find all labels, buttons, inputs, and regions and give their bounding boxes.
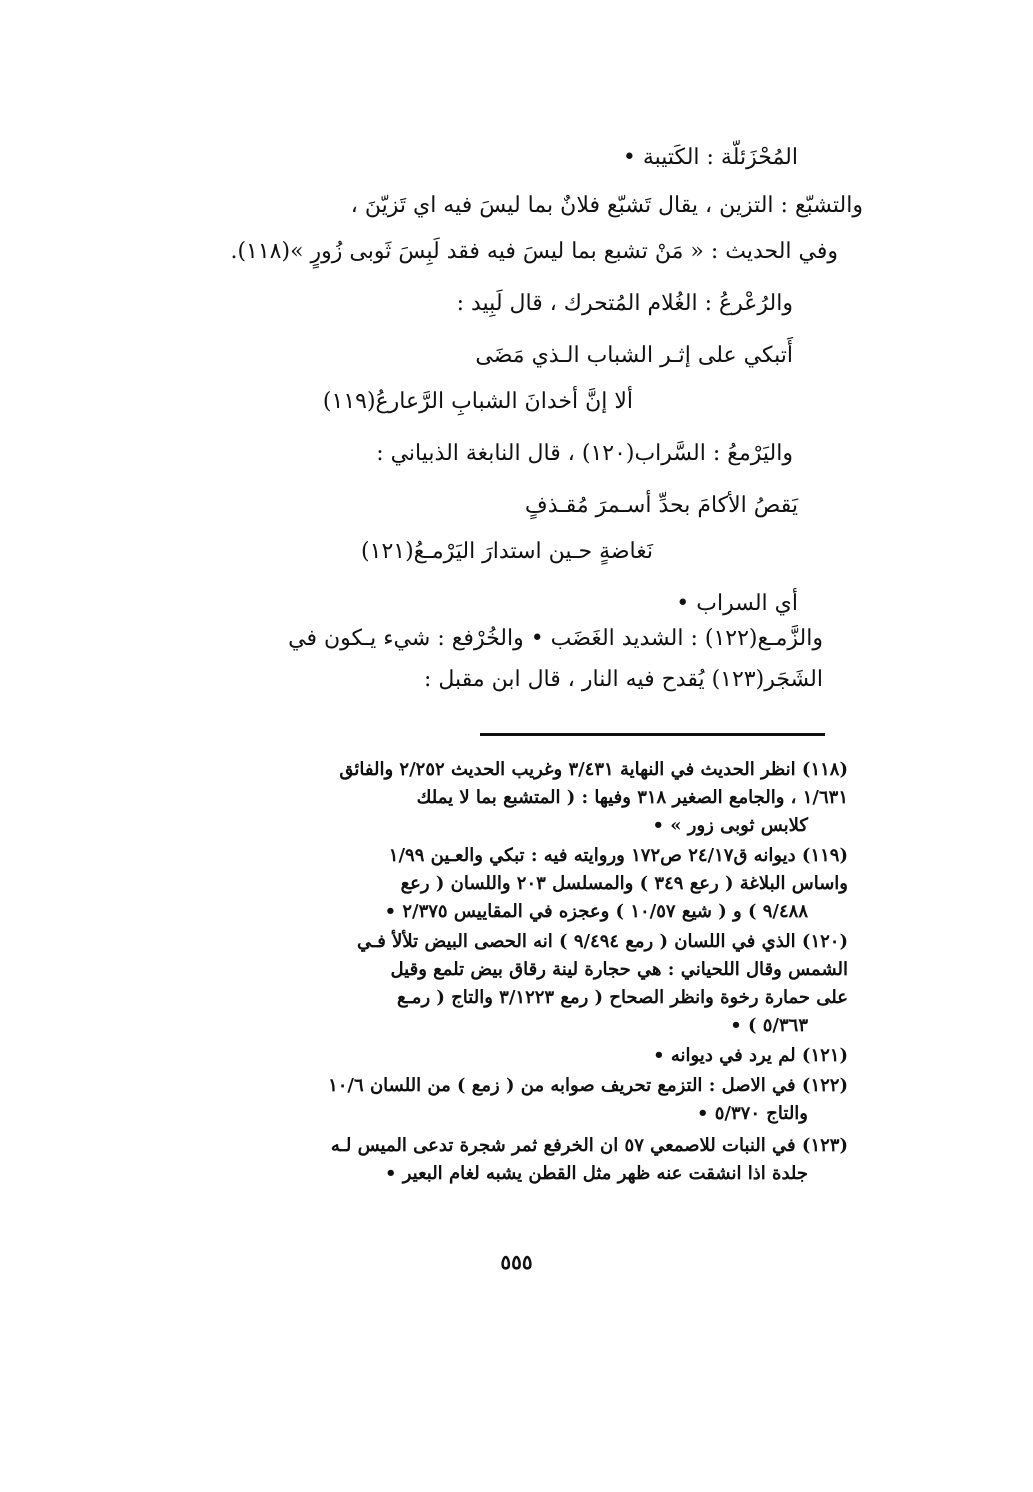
footnote-line: الشمس وقال اللحياني : هي حجارة لينة رقاق بيض تلمع وقيل bbox=[390, 959, 848, 980]
footnote-line: (١١٨) انظر الحديث في النهاية ٣/٤٣١ وغريب الحديث ٢/٢٥٢ والفائق bbox=[339, 759, 848, 780]
footnote-line: ٩/٤٨٨ ) و ( شيع ١٠/٥٧ ) وعجزه في المقاييس ٢/٣٧٥ • bbox=[384, 901, 808, 922]
footnote-separator bbox=[480, 733, 825, 736]
text-line: واليَرْمعُ : السَّراب(١٢٠) ، قال النابغة الذبياني : bbox=[376, 441, 793, 466]
footnote-line: (١٢٠) الذي في اللسان ( رمع ٩/٤٩٤ ) انه الحصى البيض تلألأ فـي bbox=[357, 931, 848, 952]
text-line: والرُعْرعُ : الغُلام المُتحرك ، قال لَبِيد : bbox=[456, 291, 793, 316]
footnote-line: كلابس ثوبى زور » • bbox=[652, 815, 808, 836]
verse-first-hemistich: أَتبكي على إثـر الشباب الـذي مَضَى bbox=[475, 343, 793, 368]
page-number: ٥٥٥ bbox=[500, 1250, 533, 1274]
footnote-line: واساس البلاغة ( رعع ٣٤٩ ) والمسلسل ٢٠٣ واللسان ( رعع bbox=[400, 873, 848, 894]
footnote-line: (١١٩) ديوانه ق٢٤/١٧ ص١٧٢ وروايته فيه : تبكي والعـين ١/٩٩ bbox=[388, 845, 848, 866]
footnote-line: (١٢٣) في النبات للاصمعي ٥٧ ان الخرفع ثمر شجرة تدعى الميس لـه bbox=[330, 1135, 848, 1156]
footnote-line: ٥/٣٦٣ ) • bbox=[730, 1015, 808, 1036]
footnote-line: ١/٦٣١ ، والجامع الصغير ٣١٨ وفيها : ( المتشبع بما لا يملك bbox=[416, 787, 848, 808]
verse-first-hemistich: يَقصُ الأكامَ بحدِّ أسـمرَ مُقـذفٍ bbox=[524, 493, 798, 518]
footnote-line: والتاج ٥/٣٧٠ • bbox=[696, 1103, 808, 1124]
text-line: أي السراب • bbox=[676, 591, 798, 616]
footnote-line: جلدة اذا انشقت عنه ظهر مثل القطن يشبه لغام البعير • bbox=[384, 1163, 808, 1184]
text-line: والتشبّع : التزين ، يقال تَشبّع فلانٌ بما ليسَ فيه اي تَزيّنَ ، bbox=[350, 193, 863, 218]
text-line: المُحْزَئلّة : الكَتيبة • bbox=[622, 145, 798, 170]
footnote-line: (١٢١) لم يرد في ديوانه • bbox=[653, 1045, 848, 1066]
verse-second-hemistich: ألا إنَّ أخدانَ الشبابِ الرَّعارعُ(١١٩) bbox=[322, 389, 633, 414]
text-line: والزَّمـع(١٢٢) : الشديد الغَضَب • والخُرْفع : شيء يـكون في bbox=[288, 626, 823, 651]
text-line: الشَجَر(١٢٣) يُقدح فيه النار ، قال ابن مقبل : bbox=[423, 667, 823, 692]
text-line: وفي الحديث : « مَنْ تشبع بما ليسَ فيه فقد لَبِسَ ثَوبى زُورٍ »(١١٨). bbox=[230, 239, 838, 264]
footnote-line: على حمارة رخوة وانظر الصحاح ( رمع ٣/١٢٢٣ والتاج ( رمـع bbox=[396, 987, 848, 1008]
footnote-line: (١٢٢) في الاصل : التزمع تحريف صوابه من ( زمع ) من اللسان ١٠/٦ bbox=[328, 1075, 848, 1096]
verse-second-hemistich: نَغاضةٍ حـين استدارَ اليَرْمـعُ(١٢١) bbox=[361, 539, 653, 564]
